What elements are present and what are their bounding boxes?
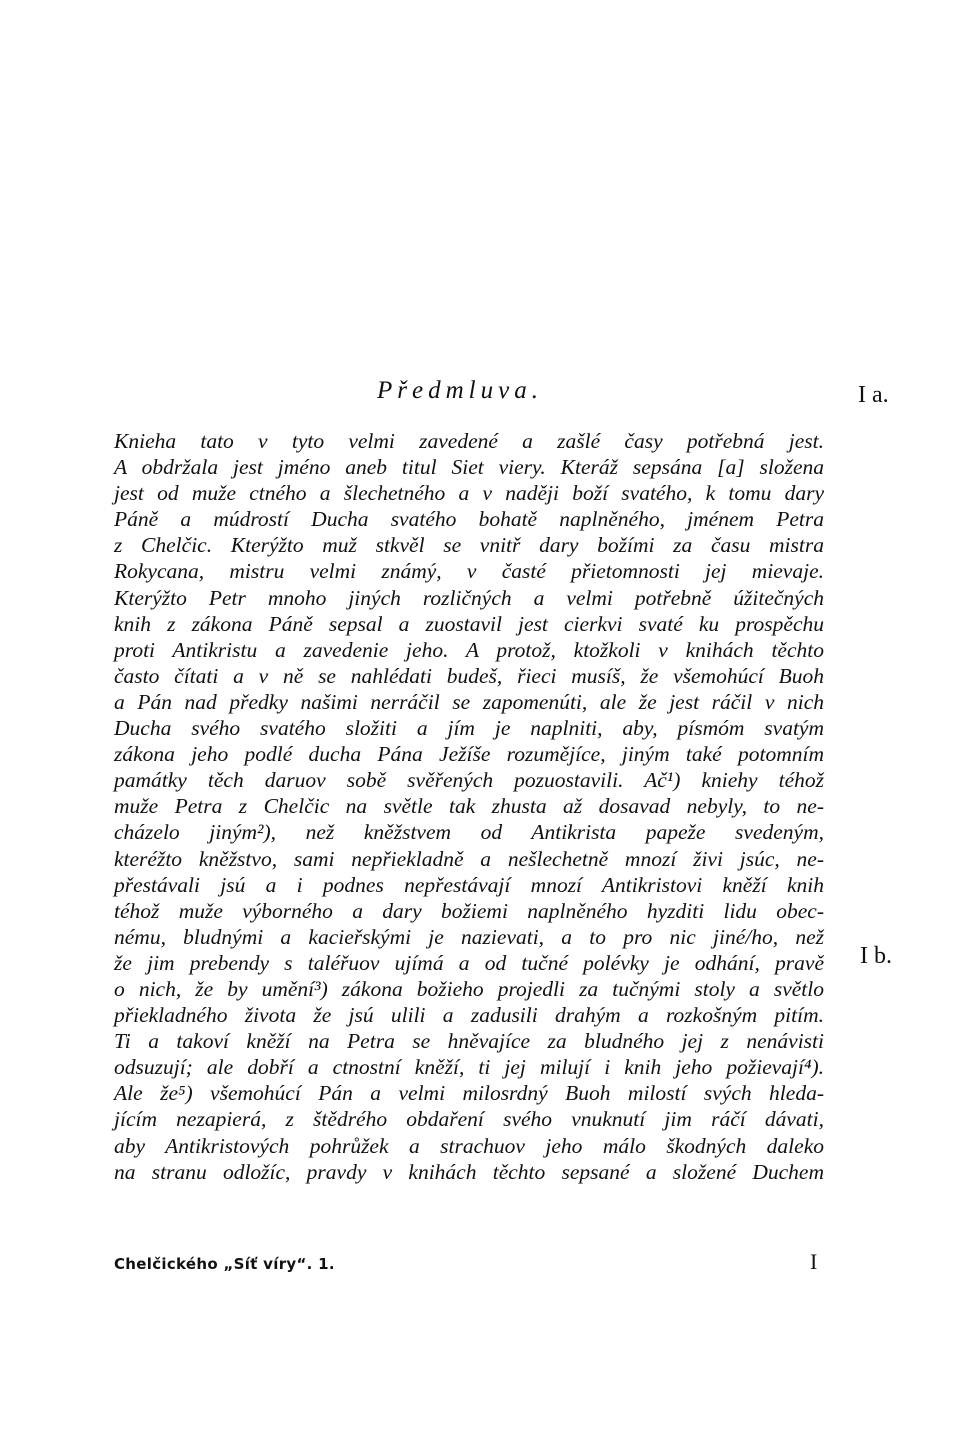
footer-sheet-number: I (810, 1249, 818, 1274)
body-line: téhož muže výborného a dary božiemi naplněného hyzditi lidu obec- (114, 898, 824, 923)
footer-signature: Chelčického „Síť víry“. 1. (114, 1255, 335, 1273)
body-line: Ducha svého svatého složiti a jím je naplniti, aby, písmóm svatým (114, 716, 824, 741)
body-line: Páně a múdrostí Ducha svatého bohatě naplněného, jménem Petra (114, 507, 824, 532)
body-line: z Chelčic. Kterýžto muž stkvěl se vnitř dary božími za času mistra (114, 533, 824, 558)
body-line: nému, bludnými a kacieřskými je nazievati, a to pro nic jiné/ho, než (114, 924, 824, 949)
body-line: knih z zákona Páně sepsal a zuostavil jest cierkvi svaté ku prospěchu (114, 611, 824, 636)
body-line: přiekladného života že jsú ulili a zadusili drahým a rozkošným pitím. (114, 1003, 824, 1028)
margin-note-top: I a. (858, 382, 889, 408)
margin-note-middle: I b. (860, 943, 892, 969)
body-line: jest od muže ctného a šlechetného a v naději boží svatého, k tomu dary (114, 481, 824, 506)
body-line: zákona jeho podlé ducha Pána Ježíše rozumějíce, jiným také potomním (114, 742, 824, 767)
body-line: Rokycana, mistru velmi známý, v časté přietomnosti jej mievaje. (114, 559, 824, 584)
body-line: kteréžto kněžstvo, sami nepřiekladně a nešlechetně mnozí živi jsúc, ne- (114, 846, 824, 871)
body-line: proti Antikristu a zavedenie jeho. A protož, ktožkoli v knihách těchto (114, 637, 824, 662)
body-text (114, 428, 824, 1185)
body-line: jícím nezapierá, z štědrého obdaření svého vnuknutí jim ráčí dávati, (114, 1107, 824, 1132)
body-line: cházelo jiným²), než kněžstvem od Antikrista papeže svedeným, (114, 820, 824, 845)
body-line: Knieha tato v tyto velmi zavedené a zašlé časy potřebná jest. (114, 429, 824, 453)
body-line: muže Petra z Chelčic na světle tak zhusta až dosavad nebyly, to ne- (114, 794, 824, 819)
body-line: památky těch daruov sobě svěřených pozuostavili. Ač¹) kniehy téhož (114, 768, 824, 793)
body-line: aby Antikristových pohrůžek a strachuov jeho málo škodných daleko (114, 1133, 824, 1158)
body-line: často čítati a v ně se nahlédati budeš, řieci musíš, že všemohúcí Buoh (114, 663, 824, 688)
body-line: odsuzují; ale dobří a ctnostní kněží, ti jej milují i knih jeho požievají⁴). (114, 1055, 824, 1080)
body-line: Kterýžto Petr mnoho jiných rozličných a velmi potřebně úžitečných (114, 585, 824, 610)
page-heading: Předmluva. (377, 377, 543, 404)
body-line: Ti a takoví kněží na Petra se hněvajíce za bludného jej z nenávisti (114, 1029, 824, 1054)
body-line: o nich, že by umění³) zákona božieho projedli za tučnými stoly a světlo (114, 976, 824, 1001)
body-line: přestávali jsú a i podnes nepřestávají mnozí Antikristovi kněží knih (114, 872, 824, 897)
body-line: že jim prebendy s taléřuov ujímá a od tučné polévky je odhání, pravě (114, 950, 824, 975)
body-line: A obdržala jest jméno aneb titul Siet viery. Kteráž sepsána [a] složena (114, 455, 824, 480)
body-line: Ale že⁵) všemohúcí Pán a velmi milosrdný Buoh milostí svých hleda- (114, 1081, 824, 1106)
body-line: na stranu odložíc, pravdy v knihách těchto sepsané a složené Duchem (114, 1159, 824, 1184)
body-line: a Pán nad předky našimi nerráčil se zapomenúti, ale že jest ráčil v nich (114, 689, 824, 714)
